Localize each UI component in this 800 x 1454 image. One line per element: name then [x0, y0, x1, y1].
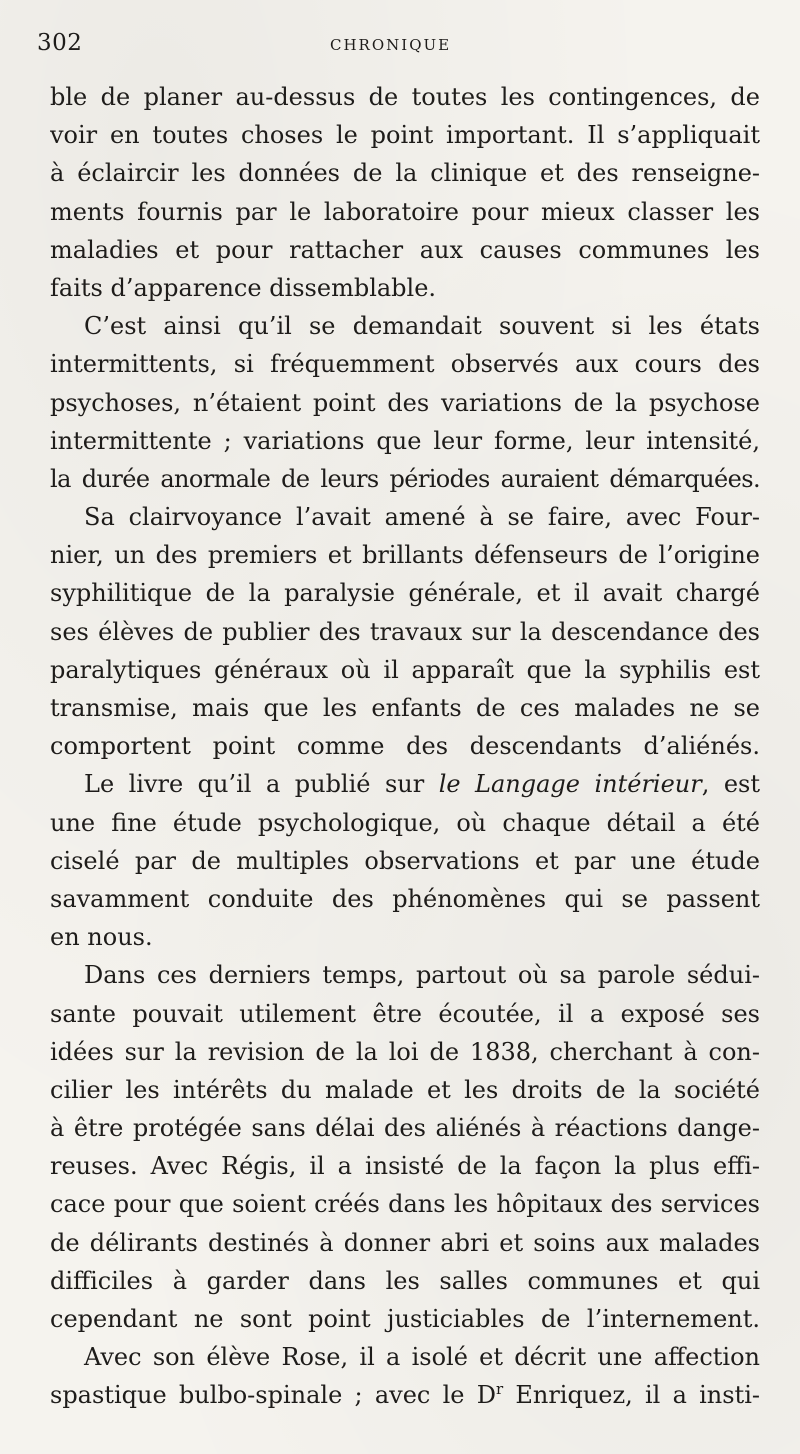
text-line: difficiles à garder dans les salles communes et qui	[50, 1266, 760, 1295]
text-line: idées sur la revision de la loi de 1838, cherchant à con-	[50, 1037, 760, 1066]
body-text	[50, 78, 760, 1415]
text-line: maladies et pour rattacher aux causes communes les	[50, 235, 760, 264]
text-line: intermittents, si fréquemment observés aux cours des	[50, 350, 760, 379]
text-line: Dans ces derniers temps, partout où sa parole sédui-	[84, 961, 760, 990]
text-run: spastique bulbo-spinale ; avec le D	[50, 1381, 496, 1410]
page-number: 302	[37, 30, 83, 56]
text-line: Avec son élève Rose, il a isolé et décrit une affection	[84, 1343, 760, 1372]
paragraph-3	[50, 498, 760, 765]
text-line: ments fournis par le laboratoire pour mieux classer les	[50, 197, 760, 226]
text-line: Sa clairvoyance l’avait amené à se faire, avec Four-	[84, 503, 760, 532]
text-line: à être protégée sans délai des aliénés à réactions dange-	[50, 1114, 760, 1143]
text-line: comportent point comme des descendants d’aliénés.	[50, 732, 760, 761]
text-line: intermittente ; variations que leur forme, leur intensité,	[50, 426, 760, 455]
text-line: paralytiques généraux où il apparaît que la syphilis est	[50, 655, 760, 684]
text-run: Enriquez, il a insti-	[503, 1381, 760, 1410]
text-run: , est	[701, 770, 760, 799]
text-run: Le livre qu’il a publié sur	[84, 770, 439, 799]
text-line	[50, 1376, 760, 1414]
text-line: une fine étude psychologique, où chaque détail a été	[50, 808, 760, 837]
paragraph-1	[50, 78, 760, 307]
running-head	[0, 30, 800, 64]
text-line: savamment conduite des phénomènes qui se passent	[50, 884, 760, 913]
paragraph-6	[50, 1338, 760, 1414]
text-line: cace pour que soient créés dans les hôpitaux des services	[50, 1190, 760, 1219]
paragraph-4	[50, 765, 760, 956]
text-line: la durée anormale de leurs périodes auraient démarquées.	[50, 464, 760, 493]
text-line	[50, 765, 760, 803]
text-line: syphilitique de la paralysie générale, et il avait chargé	[50, 579, 760, 608]
running-title: CHRONIQUE	[330, 36, 452, 54]
text-line: voir en toutes choses le point important. Il s’appliquait	[50, 121, 760, 150]
text-line: psychoses, n’étaient point des variations de la psychose	[50, 388, 760, 417]
paragraph-2	[50, 307, 760, 498]
superscript: r	[495, 1380, 504, 1399]
text-line: sante pouvait utilement être écoutée, il a exposé ses	[50, 999, 760, 1028]
text-line: C’est ainsi qu’il se demandait souvent si les états	[84, 312, 760, 341]
text-line: faits d’apparence dissemblable.	[50, 273, 437, 302]
text-line: à éclaircir les données de la clinique et des renseigne-	[50, 159, 760, 188]
text-line: de délirants destinés à donner abri et soins aux malades	[50, 1228, 760, 1257]
book-title: le Langage intérieur	[438, 770, 702, 799]
text-line: en nous.	[50, 923, 153, 952]
text-line: ses élèves de publier des travaux sur la descendance des	[50, 617, 760, 646]
text-line: cilier les intérêts du malade et les droits de la société	[50, 1075, 760, 1104]
text-line: nier, un des premiers et brillants défenseurs de l’origine	[50, 541, 760, 570]
text-line: reuses. Avec Régis, il a insisté de la façon la plus effi-	[50, 1152, 760, 1181]
paragraph-5	[50, 956, 760, 1338]
text-line: cependant ne sont point justiciables de l’internement.	[50, 1305, 760, 1333]
text-line: ble de planer au-dessus de toutes les contingences, de	[50, 83, 760, 111]
text-line: transmise, mais que les enfants de ces malades ne se	[50, 694, 760, 722]
text-line: ciselé par de multiples observations et par une étude	[50, 846, 760, 875]
